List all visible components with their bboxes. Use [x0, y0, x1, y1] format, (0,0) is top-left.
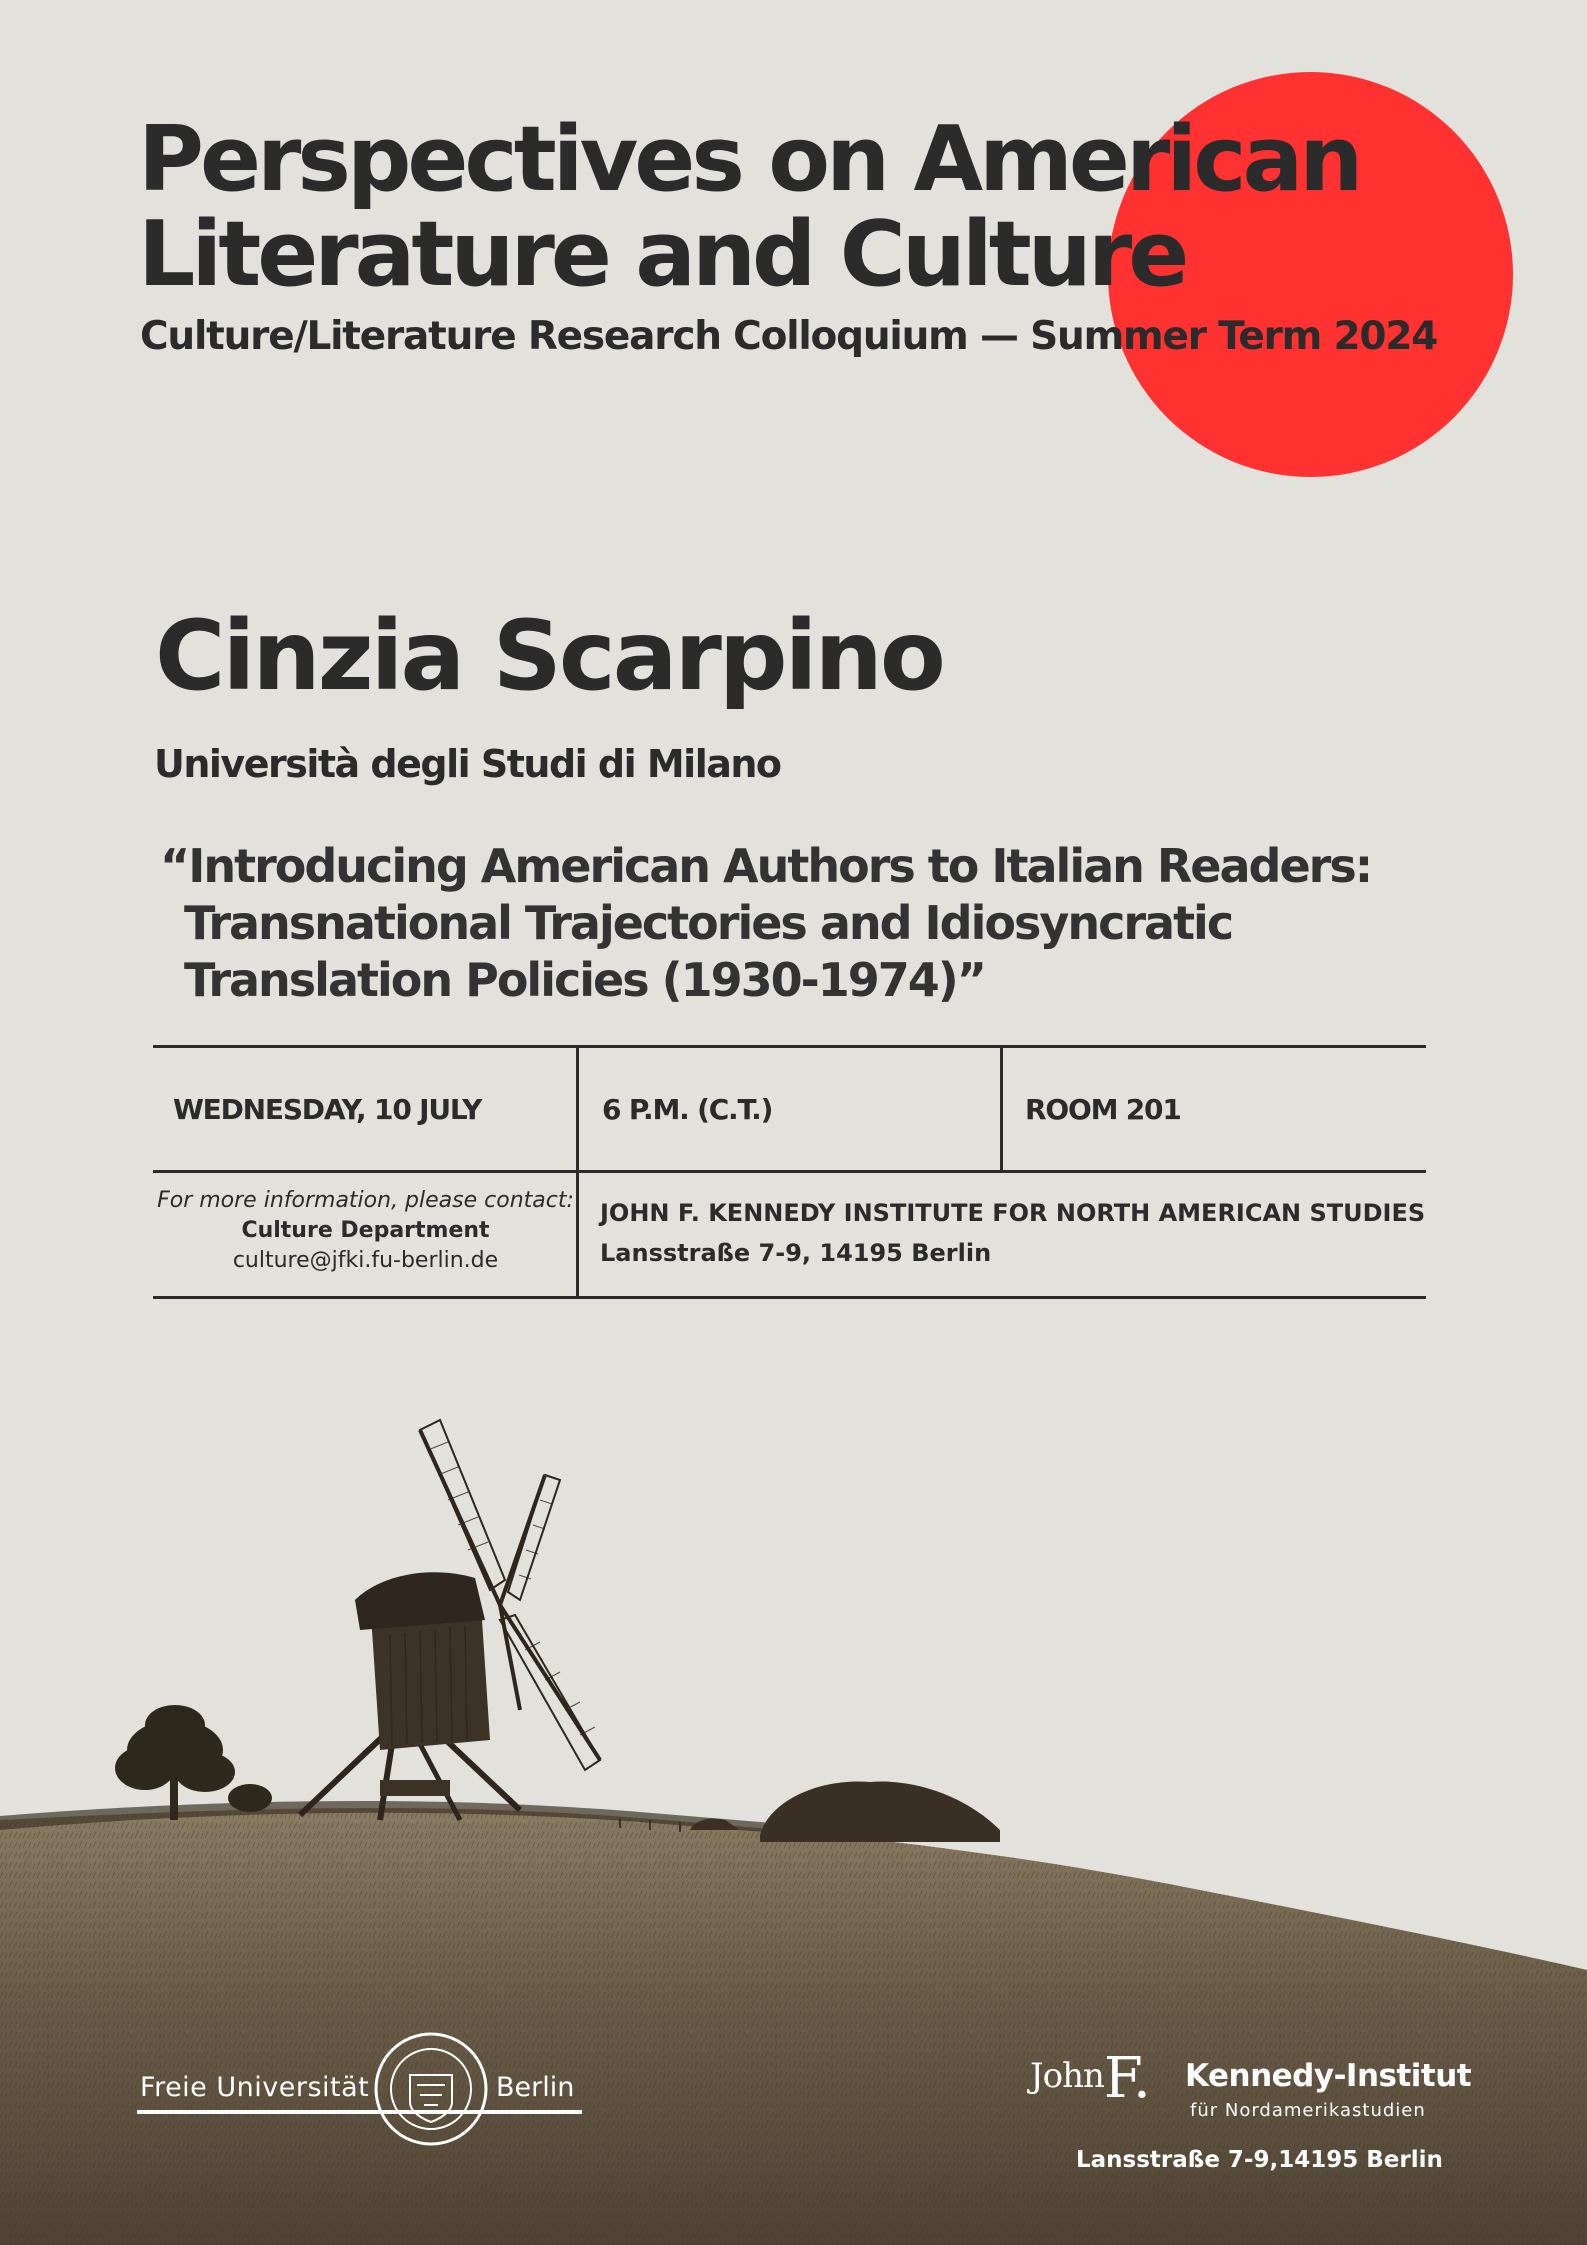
- jfk-logo-john: JohnF.: [1030, 2046, 1150, 2111]
- table-bottom-rule: [153, 1296, 1426, 1299]
- contact-department: Culture Department: [241, 1218, 490, 1243]
- speaker-name: Cinzia Scarpino: [155, 600, 943, 712]
- bush-right: [760, 1782, 1000, 1842]
- table-middle-rule: [153, 1170, 1426, 1173]
- venue-name: JOHN F. KENNEDY INSTITUTE FOR NORTH AMERICAN STUDIES: [600, 1199, 1426, 1227]
- speaker-affiliation: Università degli Studi di Milano: [154, 742, 781, 786]
- table-divider-2: [1000, 1045, 1003, 1173]
- tree: [115, 1705, 272, 1820]
- talk-title-line-2: Transnational Trajectories and Idiosyncratic: [184, 896, 1233, 950]
- contact-email[interactable]: culture@jfki.fu-berlin.de: [232, 1248, 499, 1273]
- event-date: WEDNESDAY, 10 JULY: [173, 1093, 482, 1126]
- fu-seal-icon: [372, 2030, 490, 2148]
- talk-title-line-1: “Introducing American Authors to Italian Readers:: [160, 839, 1372, 893]
- venue-info: [600, 1193, 1425, 1273]
- event-time: 6 P.M. (C.T.): [602, 1093, 773, 1126]
- fu-logo-left-text: Freie Universität: [140, 2072, 370, 2103]
- event-room: ROOM 201: [1025, 1093, 1181, 1126]
- contact-intro: For more information, please contact:: [157, 1188, 574, 1213]
- jfk-logo-subtitle: für Nordamerikastudien: [1190, 2100, 1426, 2121]
- colloquium-subtitle: Culture/Literature Research Colloquium — Summer Term 2024: [140, 314, 1438, 359]
- talk-title-line-3: Translation Policies (1930-1974)”: [184, 953, 986, 1007]
- fu-logo-right-text: Berlin: [496, 2072, 575, 2103]
- windmill: [300, 1420, 600, 1820]
- contact-info: [153, 1186, 578, 1276]
- page-title: [138, 107, 1558, 307]
- title-line-1: Perspectives on American: [138, 107, 1360, 212]
- jfk-logo-name: Kennedy-Institut: [1185, 2058, 1472, 2094]
- table-top-rule: [153, 1045, 1426, 1048]
- title-line-2: Literature and Culture: [138, 202, 1186, 307]
- venue-address: Lansstraße 7-9, 14195 Berlin: [600, 1239, 992, 1267]
- fu-logo-underline: [137, 2110, 582, 2114]
- footer-address: Lansstraße 7-9,14195 Berlin: [1076, 2147, 1443, 2173]
- talk-title: [160, 838, 1460, 1009]
- jfk-institute-logo: [1030, 2046, 1472, 2150]
